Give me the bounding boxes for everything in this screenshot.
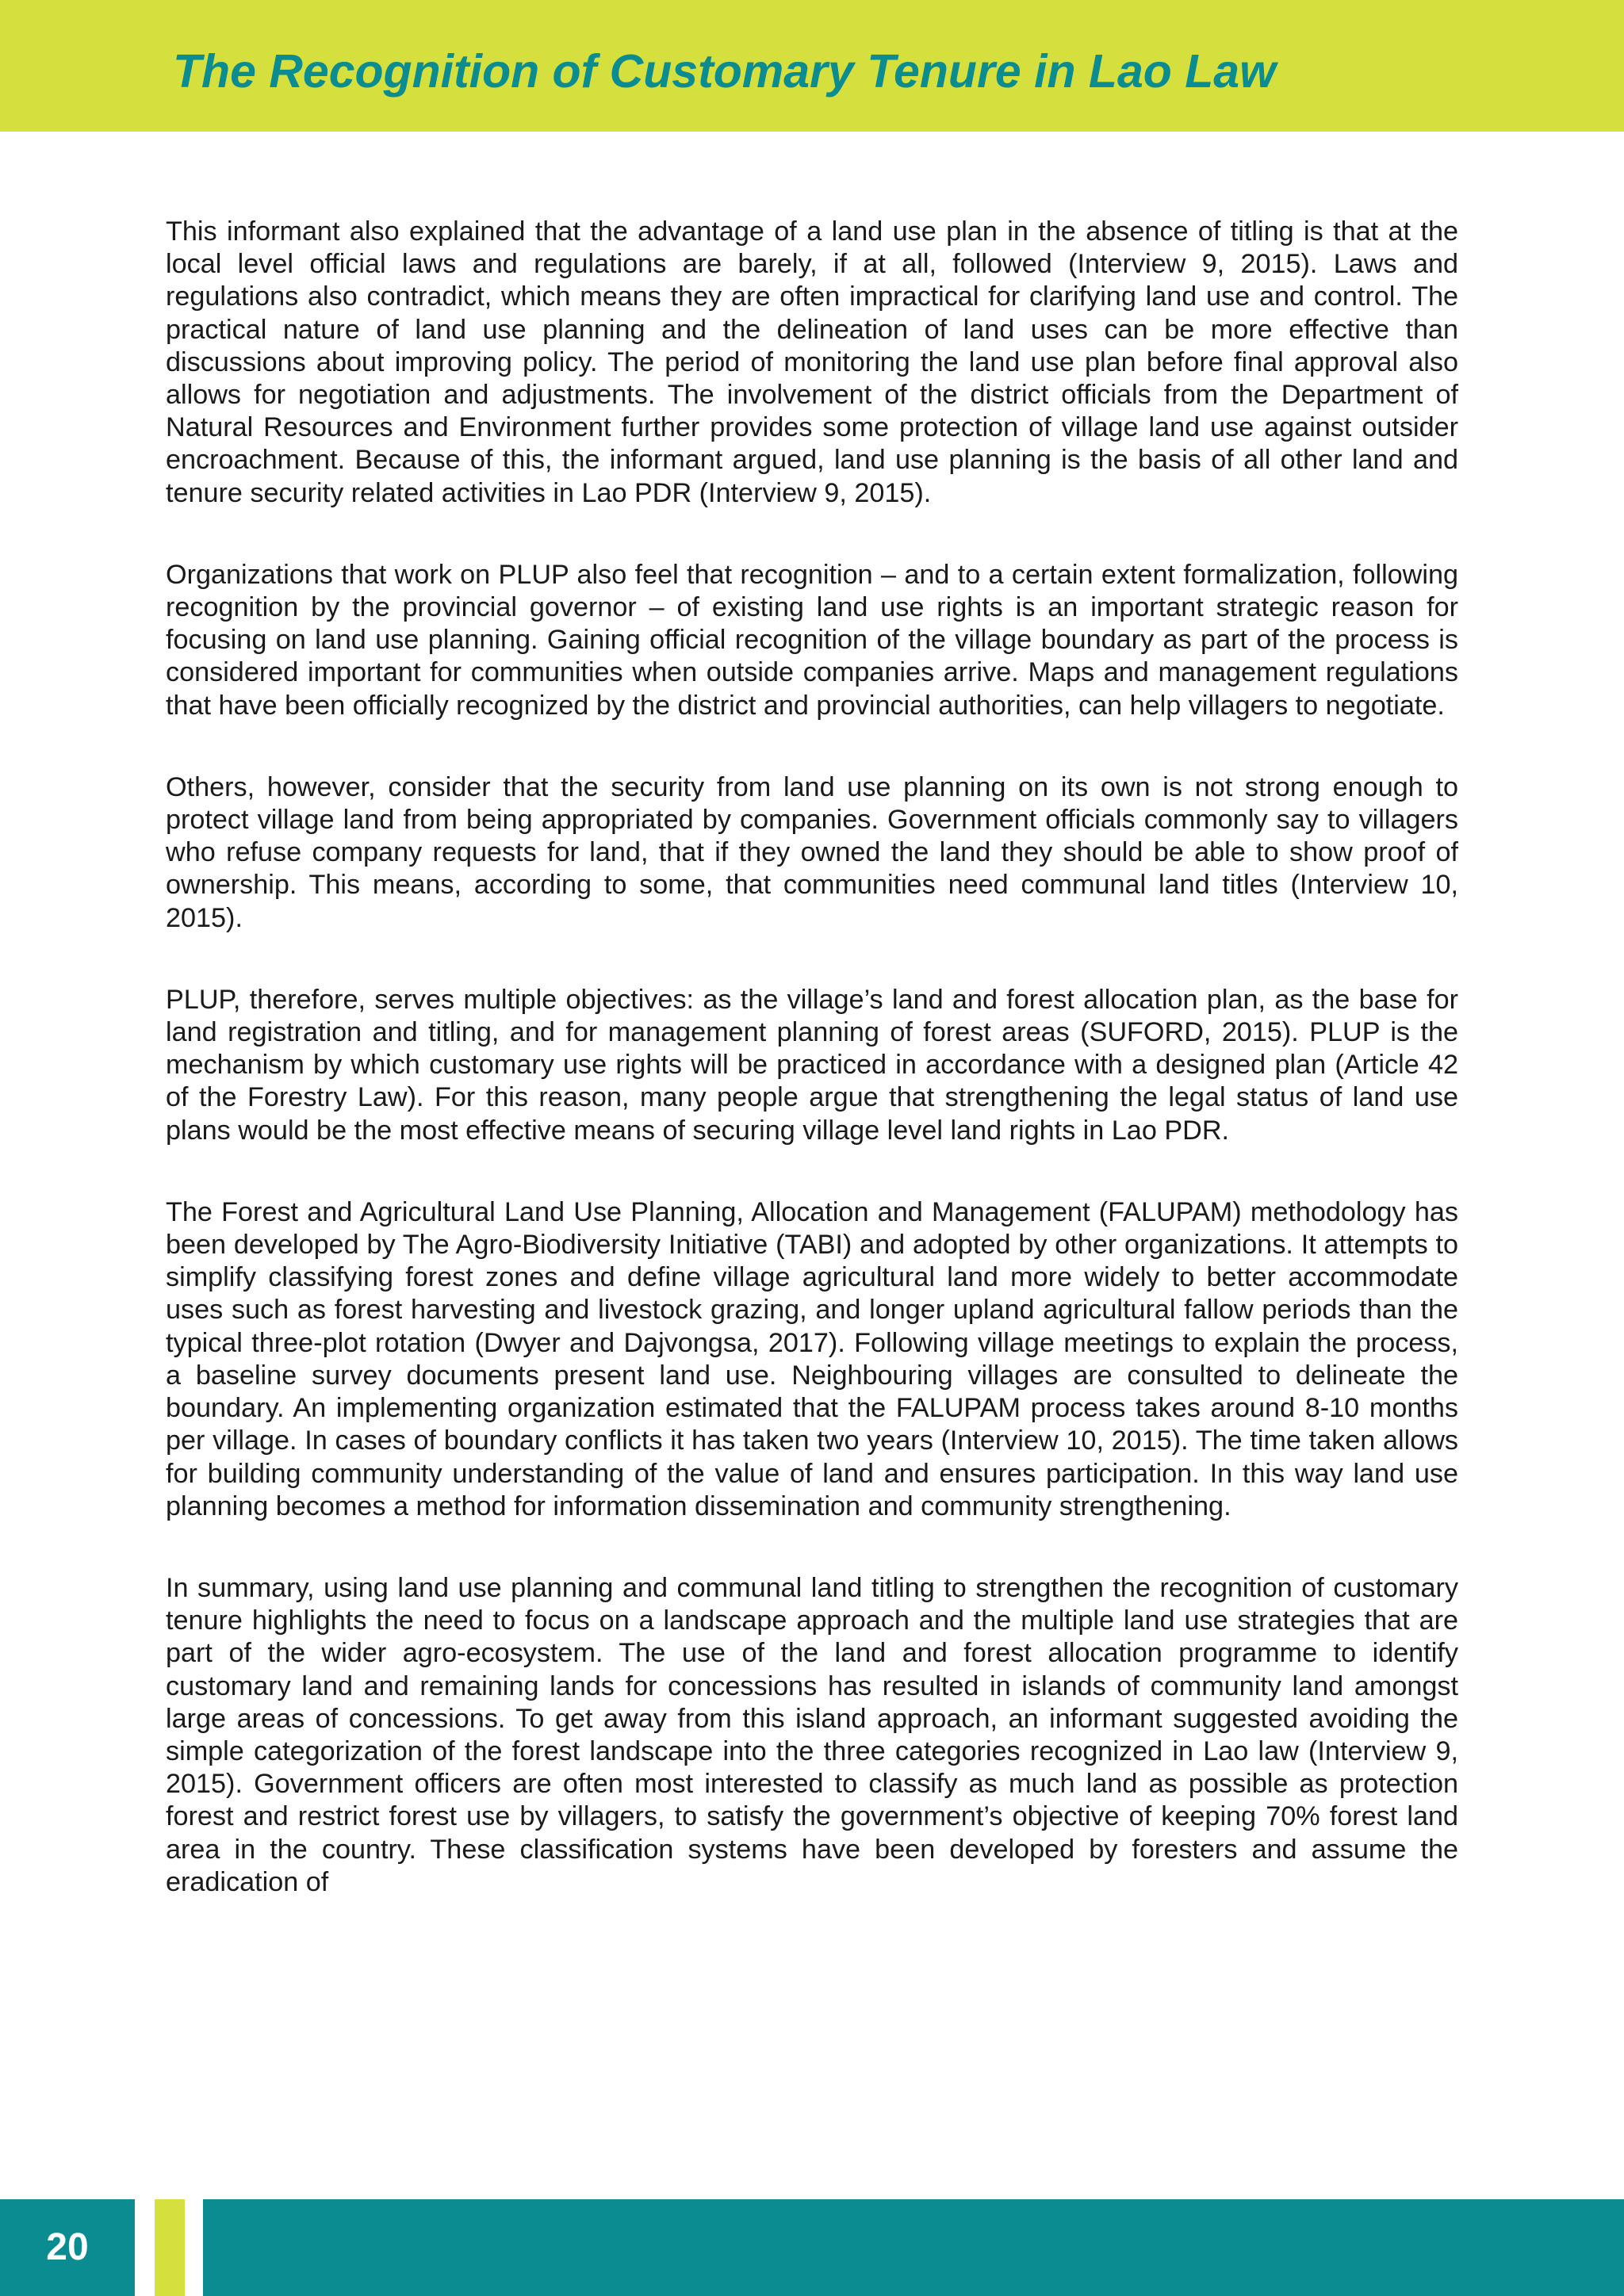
footer-band [0, 2199, 1624, 2296]
paragraph-4: PLUP, therefore, serves multiple objectives: as the village’s land and forest allocation plan, as the base for land registration and titling, and for management planning of forest areas (SUFORD, 2015). PLUP is the mechanism by which customary use rights will be practiced in accordance with a designed plan (Article 42 of the Forestry Law). For this reason, many people argue that strengthening the legal status of land use plans would be the most effective means of securing village level land rights in Lao PDR. [166, 984, 1458, 1146]
page-title: The Recognition of Customary Tenure in Lao Law [173, 45, 1276, 98]
footer-accent-bar [155, 2199, 185, 2296]
paragraph-1: This informant also explained that the advantage of a land use plan in the absence of titling is that at the local level official laws and regulations are barely, if at all, followed (Interview 9, 2015). Laws and regulations also contradict, which means they are often impractical for clarifying land use and control. The practical nature of land use planning and the delineation of land uses can be more effective than discussions about improving policy. The period of monitoring the land use plan before final approval also allows for negotiation and adjustments. The involvement of the district officials from the Department of Natural Resources and Environment further provides some protection of village land use against outsider encroachment. Because of this, the informant argued, land use planning is the basis of all other land and tenure security related activities in Lao PDR (Interview 9, 2015). [166, 216, 1458, 508]
page-number: 20 [46, 2226, 89, 2268]
paragraph-3: Others, however, consider that the security from land use planning on its own is not strong enough to protect village land from being appropriated by companies. Government officials commonly say to villagers who refuse company requests for land, that if they owned the land they should be able to show proof of ownership. This means, according to some, that communities need communal land titles (Interview 10, 2015). [166, 771, 1458, 933]
header-band [0, 0, 1624, 132]
paragraph-5: The Forest and Agricultural Land Use Planning, Allocation and Management (FALUPAM) methodology has been developed by The Agro-Biodiversity Initiative (TABI) and adopted by other organizations. It attempts to simplify classifying forest zones and define village agricultural land more widely to better accommodate uses such as forest harvesting and livestock grazing, and longer upland agricultural fallow periods than the typical three-plot rotation (Dwyer and Dajvongsa, 2017). Following village meetings to explain the process, a baseline survey documents present land use. Neighbouring villages are consulted to delineate the boundary. An implementing organization estimated that the FALUPAM process takes around 8-10 months per village. In cases of boundary conflicts it has taken two years (Interview 10, 2015). The time taken allows for building community understanding of the value of land and ensures participation. In this way land use planning becomes a method for information dissemination and community strengthening. [166, 1196, 1458, 1521]
page-number-box [0, 2199, 135, 2296]
paragraph-6: In summary, using land use planning and communal land titling to strengthen the recognition of customary tenure highlights the need to focus on a landscape approach and the multiple land use strategies that are part of the wider agro-ecosystem. The use of the land and forest allocation programme to identify customary land and remaining lands for concessions has resulted in islands of community land amongst large areas of concessions. To get away from this island approach, an informant suggested avoiding the simple categorization of the forest landscape into the three categories recognized in Lao law (Interview 9, 2015). Government officers are often most interested to classify as much land as possible as protection forest and restrict forest use by villagers, to satisfy the government’s objective of keeping 70% forest land area in the country. These classification systems have been developed by foresters and assume the eradication of [166, 1572, 1458, 1897]
paragraph-2: Organizations that work on PLUP also feel that recognition – and to a certain extent formalization, following recognition by the provincial governor – of existing land use rights is an important strategic reason for focusing on land use planning. Gaining official recognition of the village boundary as part of the process is considered important for communities when outside companies arrive. Maps and management regulations that have been officially recognized by the district and provincial authorities, can help villagers to negotiate. [166, 559, 1458, 721]
body-text [166, 216, 1458, 1948]
footer-teal-bar [203, 2199, 1624, 2296]
